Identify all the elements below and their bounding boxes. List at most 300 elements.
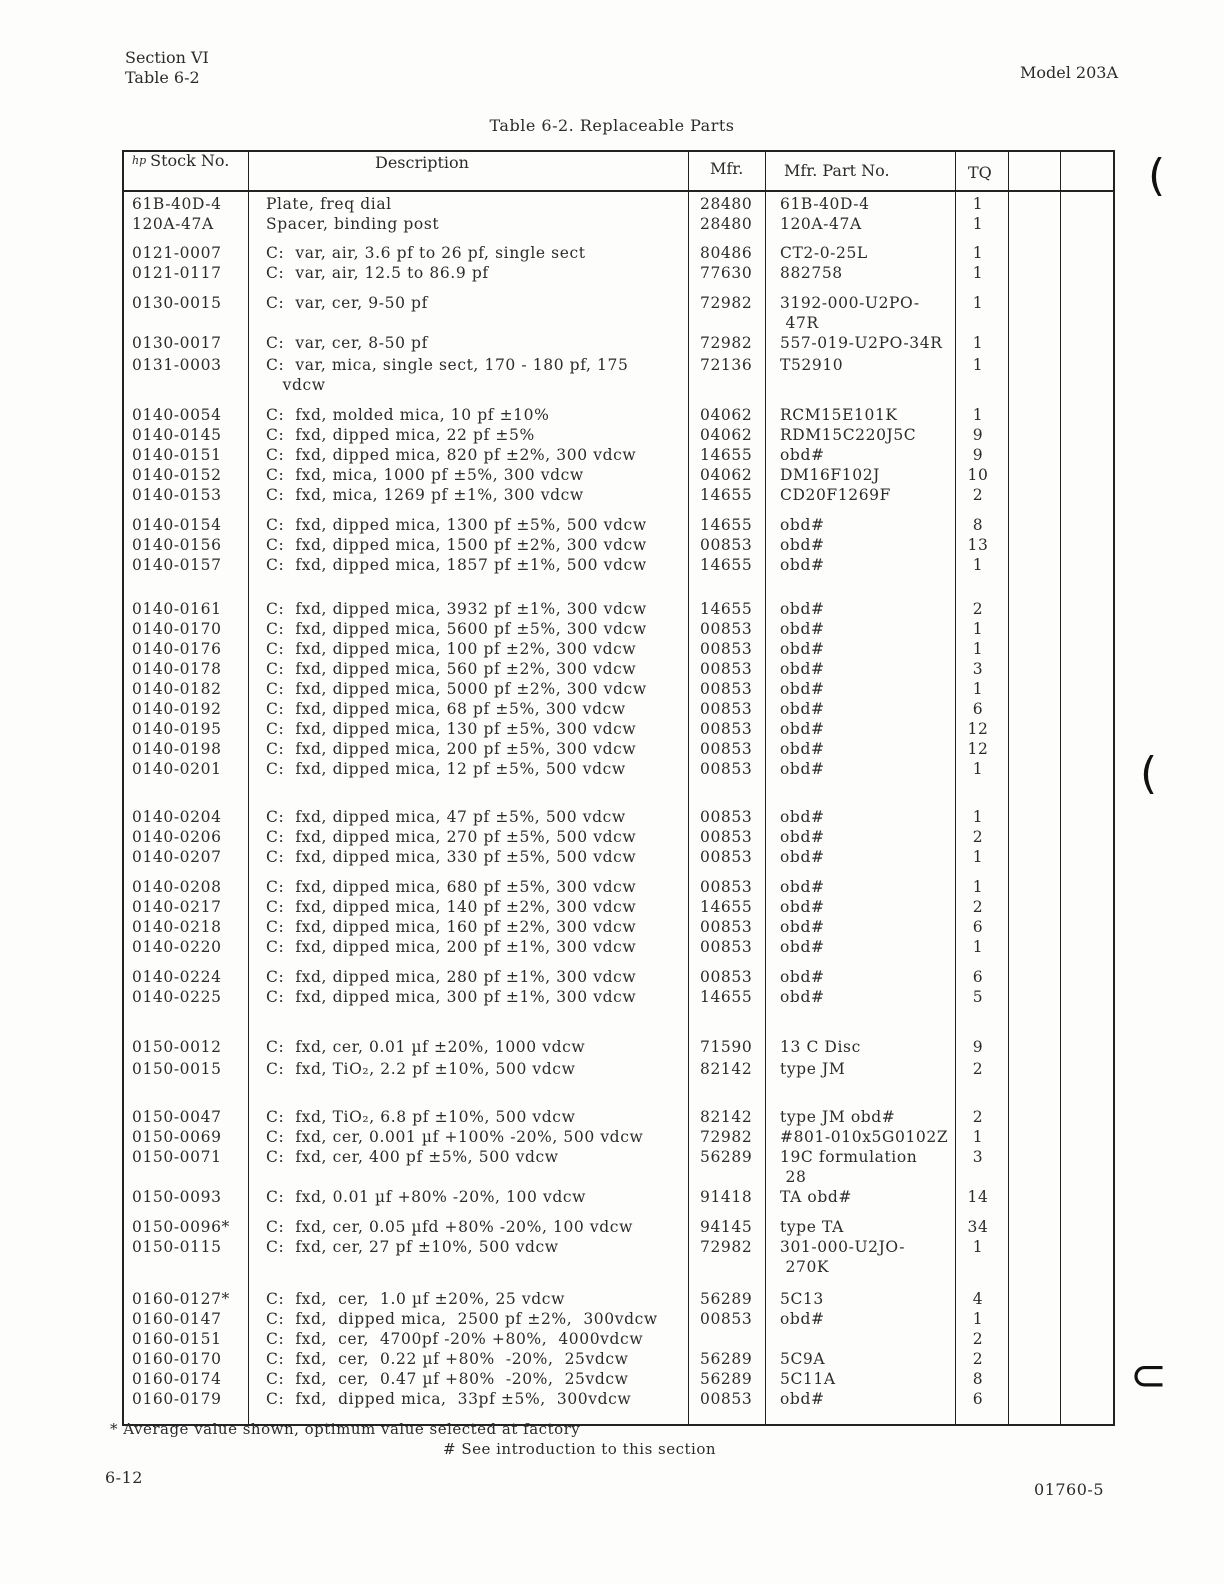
description-cell: C: var, mica, single sect, 170 - 180 pf, 175 [266,356,629,374]
mfr-cell: 00853 [700,1390,753,1408]
table-row [0,1238,1224,1258]
stock-number-cell: 0140-0156 [132,536,222,554]
tq-cell: 6 [972,968,984,986]
stock-number-cell: 0150-0069 [132,1128,222,1146]
mfr-part-cell: obd# [780,878,825,896]
mfr-part-cell: obd# [780,808,825,826]
tq-cell: 1 [972,406,984,424]
table-row [0,848,1224,868]
table-row [0,406,1224,426]
mfr-cell: 00853 [700,848,753,866]
mfr-cell: 56289 [700,1290,753,1308]
tq-cell: 1 [972,1128,984,1146]
stock-number-cell: 120A-47A [132,215,214,233]
tq-cell: 1 [972,878,984,896]
mfr-cell: 00853 [700,640,753,658]
mfr-cell: 91418 [700,1188,753,1206]
stock-number-cell: 61B-40D-4 [132,195,222,213]
table-row [0,314,1224,334]
mfr-part-cell: obd# [780,1310,825,1328]
description-cell: C: fxd, dipped mica, 1300 pf ±5%, 500 vdcw [266,516,647,534]
mfr-cell: 00853 [700,536,753,554]
column-header-description: Description [375,153,469,172]
table-row [0,1148,1224,1168]
mfr-part-cell: obd# [780,828,825,846]
tq-cell: 1 [972,760,984,778]
stock-number-cell: 0160-0127* [132,1290,230,1308]
stock-number-cell: 0121-0117 [132,264,222,282]
mfr-cell: 00853 [700,760,753,778]
description-cell: C: fxd, dipped mica, 200 pf ±5%, 300 vdcw [266,740,637,758]
stock-number-cell: 0160-0179 [132,1390,222,1408]
description-cell: Spacer, binding post [266,215,440,233]
stock-number-cell: 0140-0182 [132,680,222,698]
tq-cell: 1 [972,680,984,698]
description-cell: C: fxd, dipped mica, 130 pf ±5%, 300 vdcw [266,720,637,738]
mfr-part-cell: 301-000-U2JO- [780,1238,906,1256]
table-row [0,660,1224,680]
description-cell: C: fxd, dipped mica, 12 pf ±5%, 500 vdcw [266,760,626,778]
stock-number-cell: 0140-0208 [132,878,222,896]
tq-cell: 5 [972,988,984,1006]
mfr-cell: 14655 [700,898,753,916]
mfr-cell: 00853 [700,620,753,638]
tq-cell: 1 [972,244,984,262]
description-cell: C: fxd, dipped mica, 47 pf ±5%, 500 vdcw [266,808,626,826]
table-row [0,466,1224,486]
stock-number-cell: 0160-0151 [132,1330,222,1348]
tq-cell: 2 [972,1060,984,1078]
tq-cell: 6 [972,1390,984,1408]
description-cell: C: fxd, 0.01 µf +80% -20%, 100 vdcw [266,1188,587,1206]
tq-cell: 3 [972,1148,984,1166]
stock-number-cell: 0140-0220 [132,938,222,956]
mfr-part-cell: type JM obd# [780,1108,896,1126]
mfr-part-cell: obd# [780,938,825,956]
table-row [0,1188,1224,1208]
column-header-tq: TQ [968,163,992,182]
description-cell: C: fxd, dipped mica, 680 pf ±5%, 300 vdcw [266,878,637,896]
description-cell: Plate, freq dial [266,195,392,213]
description-cell: C: fxd, cer, 27 pf ±10%, 500 vdcw [266,1238,559,1256]
column-header-stock-label: Stock No. [150,151,230,170]
binder-hole-mark: ( [1148,150,1166,201]
mfr-part-cell: obd# [780,536,825,554]
table-row [0,808,1224,828]
mfr-cell: 82142 [700,1108,753,1126]
tq-cell: 2 [972,898,984,916]
mfr-part-cell: T52910 [780,356,844,374]
description-cell: C: fxd, cer, 400 pf ±5%, 500 vdcw [266,1148,559,1166]
model-label: Model 203A [1019,63,1118,82]
mfr-cell: 04062 [700,466,753,484]
stock-number-cell: 0150-0115 [132,1238,222,1256]
description-cell: C: fxd, dipped mica, 2500 pf ±2%, 300vdcw [266,1310,658,1328]
document-number: 01760-5 [1034,1480,1104,1499]
tq-cell: 12 [967,720,989,738]
mfr-part-cell: obd# [780,516,825,534]
mfr-cell: 00853 [700,660,753,678]
table-row [0,556,1224,576]
mfr-part-cell: 5C9A [780,1350,826,1368]
tq-cell: 1 [972,620,984,638]
stock-number-cell: 0140-0192 [132,700,222,718]
description-cell: C: fxd, dipped mica, 1500 pf ±2%, 300 vdcw [266,536,647,554]
tq-cell: 3 [972,660,984,678]
table-row [0,680,1224,700]
stock-number-cell: 0150-0012 [132,1038,222,1056]
mfr-part-cell: obd# [780,640,825,658]
tq-cell: 1 [972,195,984,213]
tq-cell: 1 [972,294,984,312]
table-title: Table 6-2. Replaceable Parts [489,116,735,135]
table-row [0,1310,1224,1330]
mfr-cell: 56289 [700,1148,753,1166]
description-cell: C: fxd, dipped mica, 68 pf ±5%, 300 vdcw [266,700,626,718]
table-row [0,426,1224,446]
table-row [0,878,1224,898]
description-cell: C: fxd, dipped mica, 3932 pf ±1%, 300 vdcw [266,600,647,618]
description-cell: C: fxd, TiO₂, 2.2 pf ±10%, 500 vdcw [266,1060,576,1078]
mfr-part-cell: 28 [780,1168,807,1186]
description-cell: C: var, air, 3.6 pf to 26 pf, single sect [266,244,586,262]
mfr-part-cell: obd# [780,720,825,738]
stock-number-cell: 0140-0201 [132,760,222,778]
table-row [0,244,1224,264]
mfr-cell: 14655 [700,988,753,1006]
mfr-cell: 56289 [700,1370,753,1388]
description-cell: C: fxd, dipped mica, 33pf ±5%, 300vdcw [266,1390,632,1408]
mfr-part-cell: 557-019-U2PO-34R [780,334,943,352]
table-row [0,898,1224,918]
stock-number-cell: 0150-0096* [132,1218,230,1236]
stock-number-cell: 0140-0204 [132,808,222,826]
stock-number-cell: 0140-0170 [132,620,222,638]
description-cell: C: fxd, dipped mica, 22 pf ±5% [266,426,535,444]
column-header-mfr: Mfr. [710,159,744,178]
table-row [0,1168,1224,1188]
table-row [0,1258,1224,1278]
stock-number-cell: 0140-0176 [132,640,222,658]
mfr-cell: 56289 [700,1350,753,1368]
stock-number-cell: 0150-0015 [132,1060,222,1078]
stock-number-cell: 0140-0217 [132,898,222,916]
table-row [0,1128,1224,1148]
mfr-part-cell: obd# [780,700,825,718]
tq-cell: 1 [972,215,984,233]
stock-number-cell: 0140-0225 [132,988,222,1006]
description-cell: C: fxd, cer, 1.0 µf ±20%, 25 vdcw [266,1290,565,1308]
table-row [0,1390,1224,1410]
mfr-part-cell: 13 C Disc [780,1038,861,1056]
stock-number-cell: 0130-0017 [132,334,222,352]
mfr-part-cell: 882758 [780,264,843,282]
mfr-part-cell: CD20F1269F [780,486,891,504]
stock-number-cell: 0140-0178 [132,660,222,678]
mfr-part-cell: type TA [780,1218,844,1236]
stock-number-cell: 0140-0198 [132,740,222,758]
mfr-cell: 14655 [700,486,753,504]
table-row [0,918,1224,938]
mfr-cell: 14655 [700,516,753,534]
mfr-part-cell: 61B-40D-4 [780,195,870,213]
mfr-part-cell: obd# [780,680,825,698]
tq-cell: 1 [972,640,984,658]
stock-number-cell: 0140-0157 [132,556,222,574]
description-cell: C: fxd, dipped mica, 160 pf ±2%, 300 vdcw [266,918,637,936]
mfr-cell: 72982 [700,294,753,312]
column-header-mfr-part: Mfr. Part No. [784,161,890,180]
mfr-part-cell: obd# [780,620,825,638]
mfr-cell: 00853 [700,680,753,698]
tq-cell: 12 [967,740,989,758]
mfr-part-cell: RCM15E101K [780,406,898,424]
table-row [0,334,1224,354]
mfr-cell: 72982 [700,1238,753,1256]
mfr-part-cell: 5C13 [780,1290,824,1308]
table-row [0,720,1224,740]
footnote-introduction: # See introduction to this section [443,1440,717,1458]
description-cell: C: fxd, TiO₂, 6.8 pf ±10%, 500 vdcw [266,1108,576,1126]
description-cell: C: var, cer, 9-50 pf [266,294,428,312]
stock-number-cell: 0140-0195 [132,720,222,738]
mfr-cell: 00853 [700,740,753,758]
stock-number-cell: 0140-0206 [132,828,222,846]
tq-cell: 1 [972,938,984,956]
mfr-part-cell: #801-010x5G0102Z [780,1128,949,1146]
stock-number-cell: 0150-0047 [132,1108,222,1126]
table-row [0,740,1224,760]
stock-number-cell: 0130-0015 [132,294,222,312]
stock-number-cell: 0131-0003 [132,356,222,374]
table-row [0,1370,1224,1390]
description-cell: C: fxd, dipped mica, 280 pf ±1%, 300 vdcw [266,968,637,986]
mfr-part-cell: obd# [780,898,825,916]
mfr-cell: 04062 [700,426,753,444]
stock-number-cell: 0140-0145 [132,426,222,444]
mfr-cell: 04062 [700,406,753,424]
mfr-cell: 00853 [700,720,753,738]
mfr-cell: 72982 [700,1128,753,1146]
tq-cell: 14 [967,1188,989,1206]
tq-cell: 1 [972,334,984,352]
mfr-part-cell: obd# [780,556,825,574]
tq-cell: 9 [972,1038,984,1056]
mfr-cell: 80486 [700,244,753,262]
stock-number-cell: 0140-0161 [132,600,222,618]
stock-number-cell: 0150-0093 [132,1188,222,1206]
mfr-part-cell: 3192-000-U2PO- [780,294,920,312]
mfr-cell: 94145 [700,1218,753,1236]
tq-cell: 6 [972,700,984,718]
mfr-cell: 00853 [700,878,753,896]
stock-number-cell: 0140-0153 [132,486,222,504]
description-cell: C: fxd, cer, 0.05 µfd +80% -20%, 100 vdcw [266,1218,633,1236]
table-row [0,446,1224,466]
tq-cell: 1 [972,264,984,282]
tq-cell: 8 [972,1370,984,1388]
description-cell: C: fxd, dipped mica, 330 pf ±5%, 500 vdcw [266,848,637,866]
tq-cell: 13 [967,536,989,554]
hp-logo-icon: hp [132,154,147,167]
footnote-average: * Average value shown, optimum value selected at factory [110,1420,581,1438]
mfr-part-cell: obd# [780,446,825,464]
stock-number-cell: 0140-0224 [132,968,222,986]
mfr-cell: 82142 [700,1060,753,1078]
section-label: Section VI [125,48,209,67]
mfr-part-cell: obd# [780,600,825,618]
mfr-part-cell: obd# [780,660,825,678]
mfr-cell: 00853 [700,938,753,956]
tq-cell: 2 [972,1330,984,1348]
mfr-cell: 72982 [700,334,753,352]
stock-number-cell: 0160-0147 [132,1310,222,1328]
mfr-cell: 28480 [700,195,753,213]
mfr-part-cell: TA obd# [780,1188,852,1206]
table-row [0,1108,1224,1128]
description-cell: C: fxd, dipped mica, 560 pf ±2%, 300 vdcw [266,660,637,678]
description-cell: C: fxd, cer, 0.22 µf +80% -20%, 25vdcw [266,1350,629,1368]
mfr-cell: 00853 [700,808,753,826]
description-cell: C: var, air, 12.5 to 86.9 pf [266,264,489,282]
tq-cell: 2 [972,1108,984,1126]
tq-cell: 8 [972,516,984,534]
table-row [0,968,1224,988]
stock-number-cell: 0140-0207 [132,848,222,866]
mfr-cell: 77630 [700,264,753,282]
table-row [0,486,1224,506]
mfr-cell: 71590 [700,1038,753,1056]
tq-cell: 2 [972,828,984,846]
tq-cell: 1 [972,1310,984,1328]
table-row [0,516,1224,536]
mfr-part-cell: 19C formulation [780,1148,918,1166]
mfr-cell: 00853 [700,828,753,846]
table-row [0,1330,1224,1350]
description-cell: C: fxd, dipped mica, 100 pf ±2%, 300 vdcw [266,640,637,658]
mfr-part-cell: RDM15C220J5C [780,426,917,444]
mfr-cell: 14655 [700,446,753,464]
stock-number-cell: 0140-0152 [132,466,222,484]
stock-number-cell: 0140-0154 [132,516,222,534]
mfr-cell: 28480 [700,215,753,233]
table-row [0,1060,1224,1080]
description-cell: C: fxd, dipped mica, 300 pf ±1%, 300 vdcw [266,988,637,1006]
tq-cell: 10 [967,466,989,484]
description-cell: C: fxd, cer, 4700pf -20% +80%, 4000vdcw [266,1330,644,1348]
mfr-part-cell: obd# [780,918,825,936]
header-divider [122,190,1115,192]
table-ref-label: Table 6-2 [125,68,200,87]
mfr-part-cell: 47R [780,314,819,332]
description-cell: C: fxd, dipped mica, 5600 pf ±5%, 300 vdcw [266,620,647,638]
description-cell: C: fxd, dipped mica, 820 pf ±2%, 300 vdcw [266,446,637,464]
mfr-part-cell: 270K [780,1258,830,1276]
tq-cell: 1 [972,356,984,374]
stock-number-cell: 0140-0151 [132,446,222,464]
tq-cell: 9 [972,446,984,464]
table-row [0,1218,1224,1238]
tq-cell: 2 [972,1350,984,1368]
tq-cell: 4 [972,1290,984,1308]
description-cell: C: fxd, mica, 1269 pf ±1%, 300 vdcw [266,486,584,504]
table-row [0,376,1224,396]
table-row [0,988,1224,1008]
description-cell: vdcw [266,376,326,394]
tq-cell: 1 [972,808,984,826]
table-row [0,536,1224,556]
table-row [0,620,1224,640]
table-row [0,195,1224,215]
tq-cell: 1 [972,848,984,866]
mfr-cell: 14655 [700,556,753,574]
table-row [0,760,1224,780]
stock-number-cell: 0160-0170 [132,1350,222,1368]
tq-cell: 34 [967,1218,989,1236]
tq-cell: 2 [972,600,984,618]
mfr-cell: 72136 [700,356,753,374]
table-row [0,1290,1224,1310]
mfr-part-cell: obd# [780,740,825,758]
tq-cell: 6 [972,918,984,936]
mfr-cell: 00853 [700,968,753,986]
page-number: 6-12 [105,1468,143,1487]
stock-number-cell: 0140-0218 [132,918,222,936]
table-row [0,215,1224,235]
tq-cell: 2 [972,486,984,504]
stock-number-cell: 0160-0174 [132,1370,222,1388]
mfr-part-cell: 5C11A [780,1370,836,1388]
table-row [0,264,1224,284]
description-cell: C: var, cer, 8-50 pf [266,334,428,352]
tq-cell: 1 [972,1238,984,1256]
mfr-cell: 00853 [700,918,753,936]
description-cell: C: fxd, mica, 1000 pf ±5%, 300 vdcw [266,466,584,484]
table-row [0,938,1224,958]
table-row [0,294,1224,314]
stock-number-cell: 0121-0007 [132,244,222,262]
mfr-part-cell: obd# [780,1390,825,1408]
mfr-cell: 00853 [700,700,753,718]
table-row [0,1350,1224,1370]
binder-hole-mark: ⊂ [1130,1350,1167,1401]
mfr-part-cell: obd# [780,988,825,1006]
description-cell: C: fxd, dipped mica, 200 pf ±1%, 300 vdcw [266,938,637,956]
mfr-cell: 14655 [700,600,753,618]
mfr-part-cell: type JM [780,1060,846,1078]
binder-hole-mark: ( [1140,748,1158,799]
mfr-part-cell: obd# [780,760,825,778]
tq-cell: 1 [972,556,984,574]
mfr-part-cell: obd# [780,968,825,986]
table-row [0,1038,1224,1058]
description-cell: C: fxd, dipped mica, 140 pf ±2%, 300 vdcw [266,898,637,916]
mfr-part-cell: CT2-0-25L [780,244,868,262]
description-cell: C: fxd, dipped mica, 270 pf ±5%, 500 vdcw [266,828,637,846]
tq-cell: 9 [972,426,984,444]
mfr-part-cell: DM16F102J [780,466,880,484]
table-row [0,700,1224,720]
table-row [0,600,1224,620]
description-cell: C: fxd, cer, 0.47 µf +80% -20%, 25vdcw [266,1370,629,1388]
description-cell: C: fxd, molded mica, 10 pf ±10% [266,406,550,424]
description-cell: C: fxd, dipped mica, 5000 pf ±2%, 300 vdcw [266,680,647,698]
stock-number-cell: 0140-0054 [132,406,222,424]
stock-number-cell: 0150-0071 [132,1148,222,1166]
table-row [0,640,1224,660]
description-cell: C: fxd, cer, 0.001 µf +100% -20%, 500 vdcw [266,1128,644,1146]
description-cell: C: fxd, cer, 0.01 µf ±20%, 1000 vdcw [266,1038,586,1056]
